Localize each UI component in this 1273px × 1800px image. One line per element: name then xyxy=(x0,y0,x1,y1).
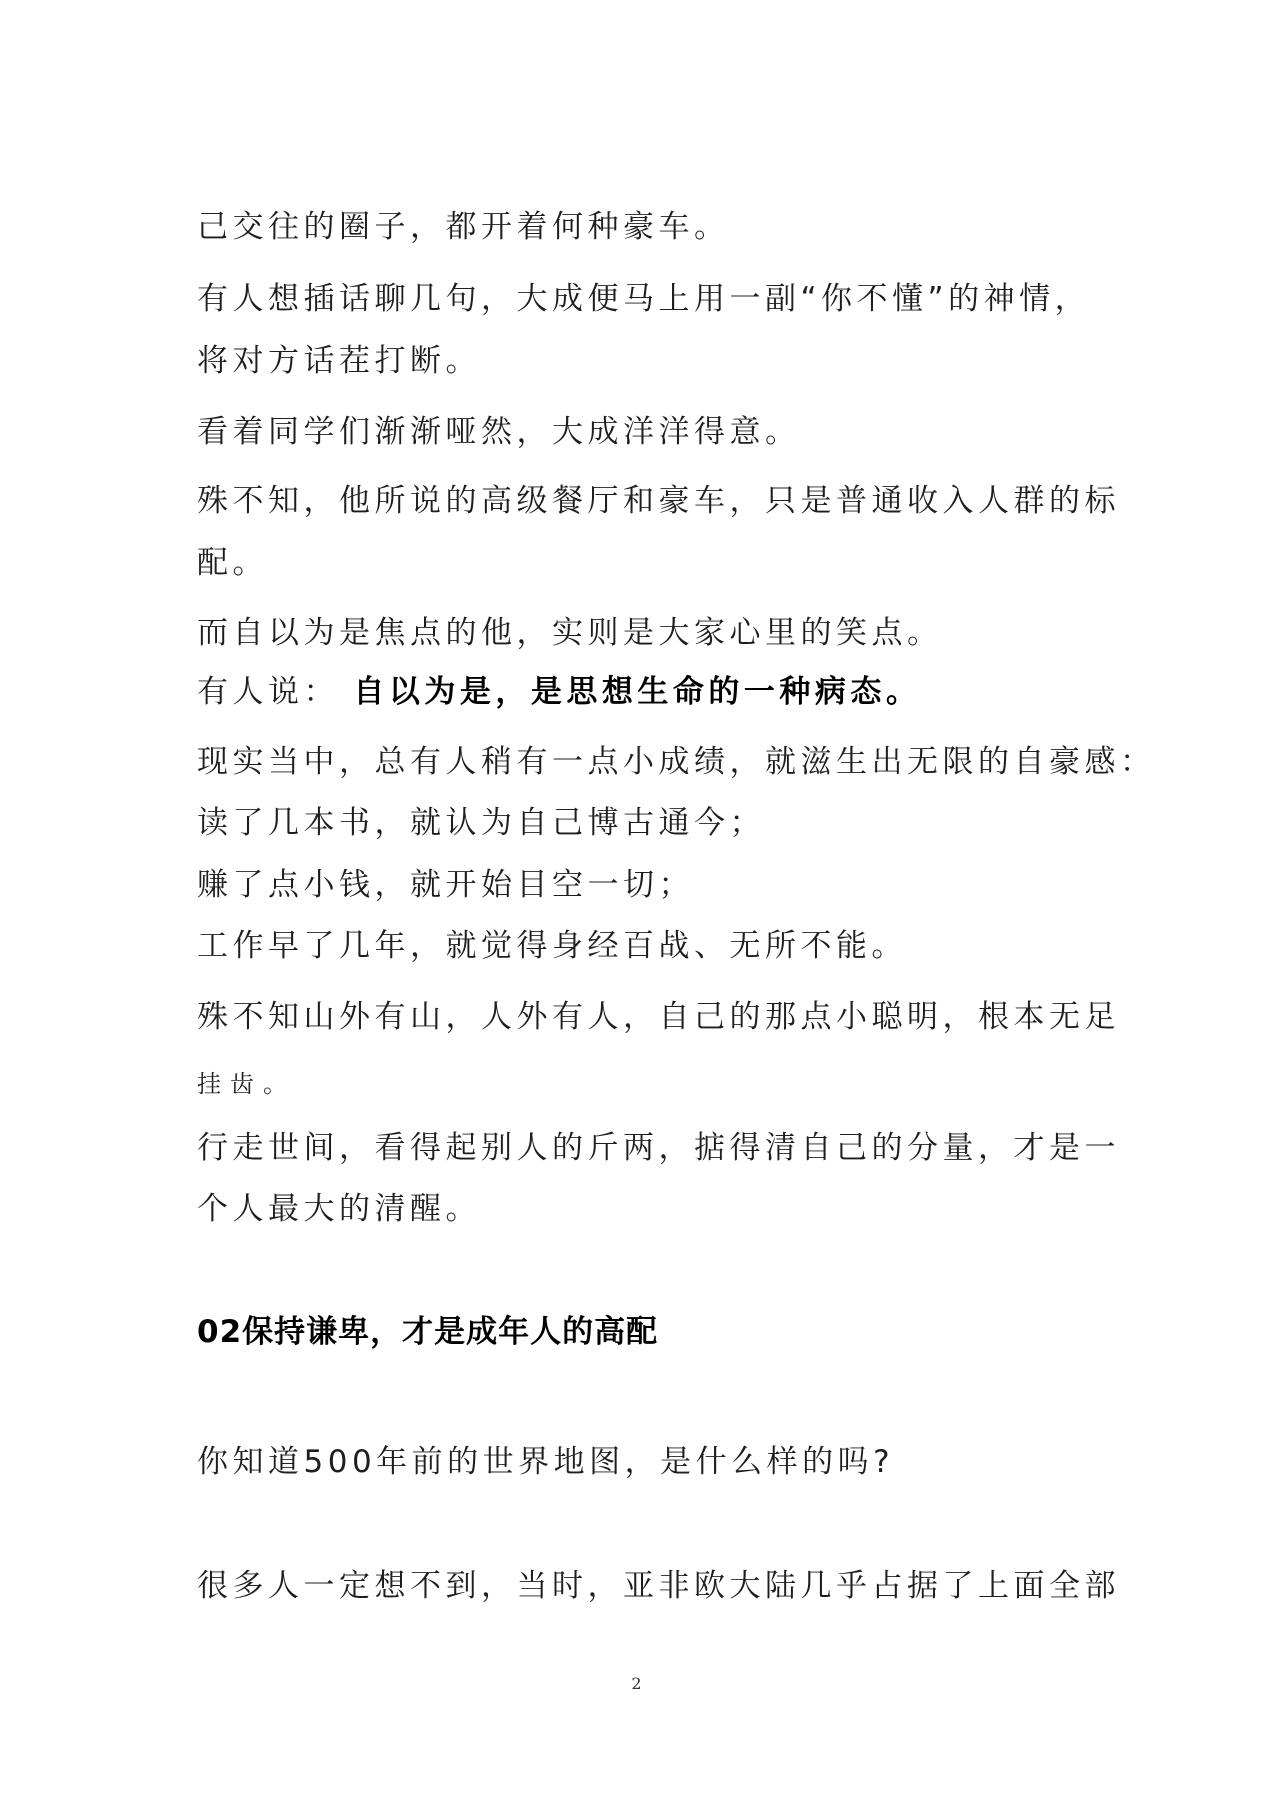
paragraph-line: 很多人一定想不到，当时，亚非欧大陆几乎占据了上面全部 xyxy=(197,1568,1120,1604)
section-heading: 02保持谦卑，才是成年人的高配 xyxy=(197,1314,659,1350)
paragraph-line: 工作早了几年，就觉得身经百战、无所不能。 xyxy=(197,928,907,964)
paragraph-line: 有人想插话聊几句，大成便马上用一副“你不懂”的神情， xyxy=(197,281,1091,317)
paragraph-line: 现实当中，总有人稍有一点小成绩，就滋生出无限的自豪感： xyxy=(197,744,1156,780)
paragraph-line: 个人最大的清醒。 xyxy=(197,1191,481,1227)
paragraph-line: 而自以为是焦点的他，实则是大家心里的笑点。 xyxy=(197,615,943,651)
paragraph-line: 挂齿。 xyxy=(197,1070,296,1098)
paragraph-line: 将对方话茬打断。 xyxy=(197,343,481,379)
paragraph-line: 己交往的圈子，都开着何种豪车。 xyxy=(197,209,730,245)
quote-line xyxy=(197,672,921,712)
paragraph-line: 行走世间，看得起别人的斤两，掂得清自己的分量，才是一 xyxy=(197,1130,1120,1166)
page-number: 2 xyxy=(631,1674,642,1693)
paragraph-line: 赚了点小钱，就开始目空一切； xyxy=(197,867,694,903)
quote-bold: 自以为是，是思想生命的一种病态。 xyxy=(353,674,922,710)
paragraph-line: 配。 xyxy=(197,545,268,581)
paragraph-line: 读了几本书，就认为自己博古通今； xyxy=(197,805,765,841)
quote-prefix: 有人说： xyxy=(197,674,339,710)
paragraph-line: 看着同学们渐渐哑然，大成洋洋得意。 xyxy=(197,414,801,450)
paragraph-line: 殊不知，他所说的高级餐厅和豪车，只是普通收入人群的标 xyxy=(197,483,1120,519)
paragraph-line: 殊不知山外有山，人外有人，自己的那点小聪明，根本无足 xyxy=(197,999,1120,1035)
paragraph-line: 你知道500年前的世界地图，是什么样的吗? xyxy=(197,1444,895,1480)
